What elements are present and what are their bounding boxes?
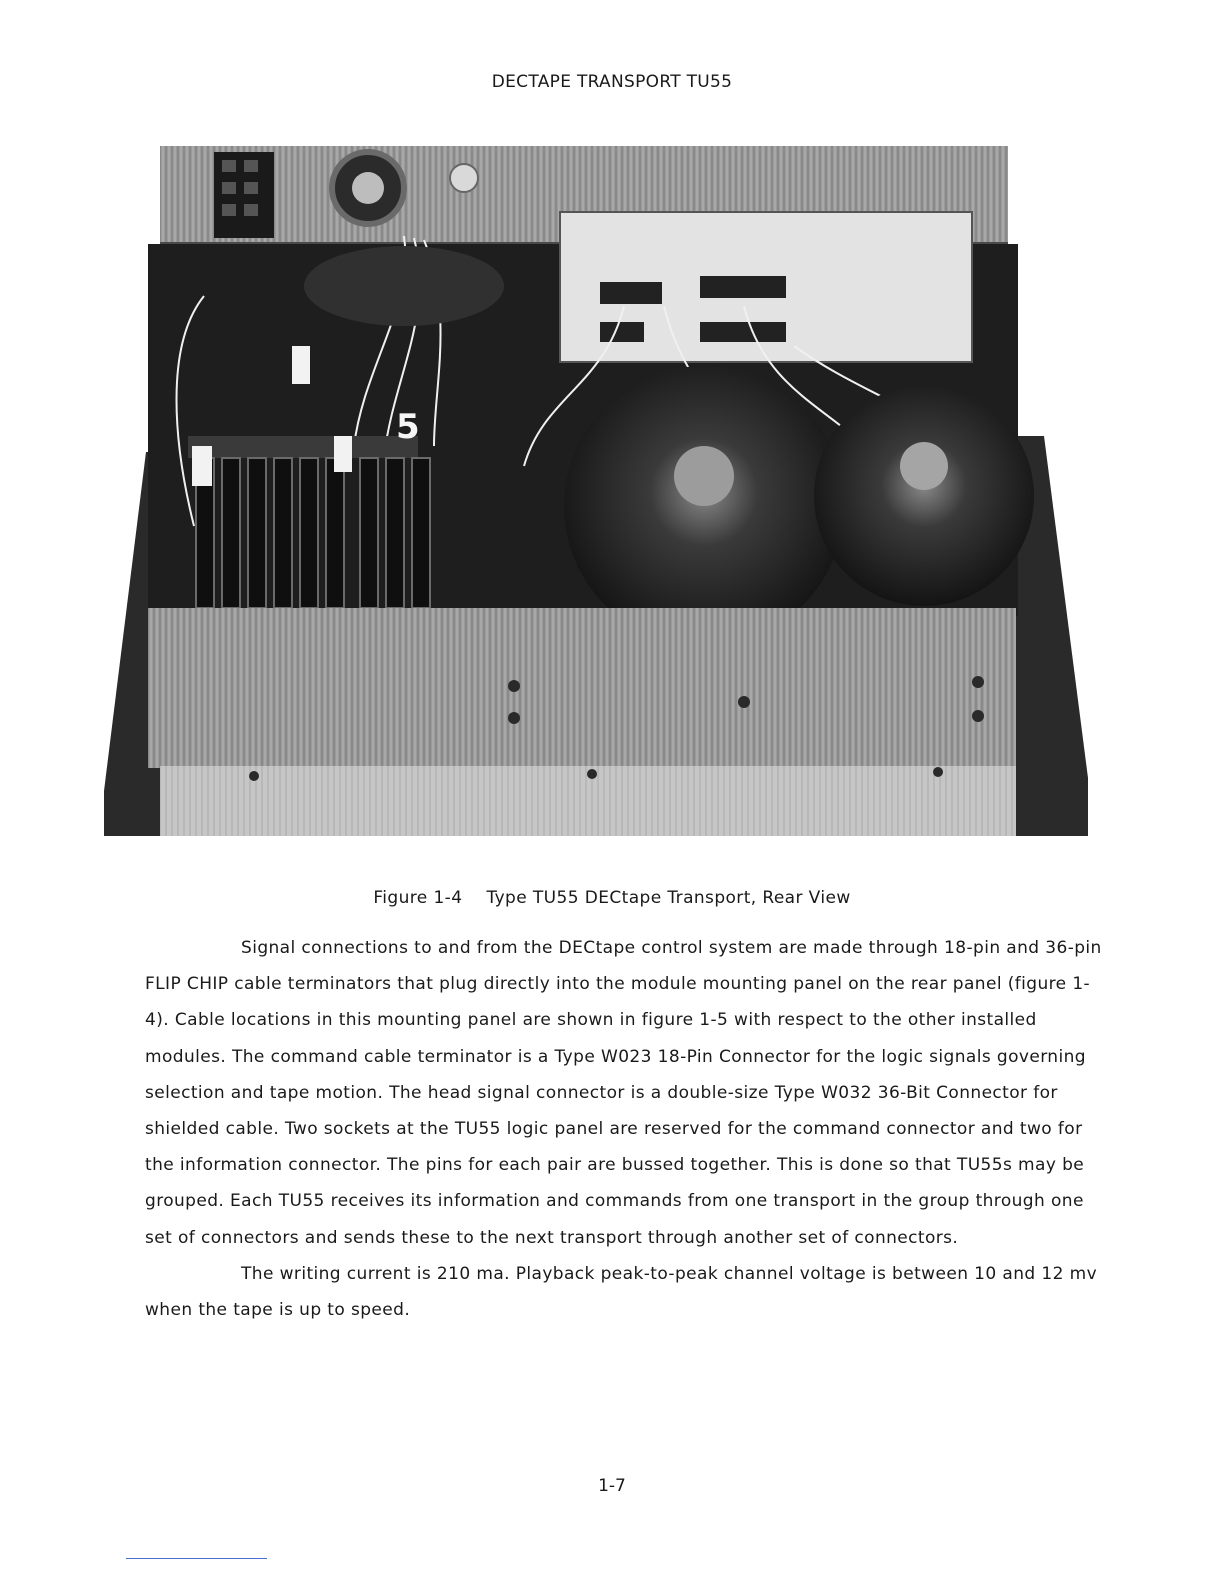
tu55-rear-view-illustration [104,146,1088,836]
body-text [145,930,1105,1328]
figure-label: Figure 1-4 [373,888,463,908]
figure-photo [104,146,1088,836]
page-number: 1-7 [598,1476,626,1496]
paragraph: The writing current is 210 ma. Playback peak-to-peak channel voltage is between 10 and 12 mv when the tape is up to speed. [145,1263,1098,1321]
tape-reel-left [564,366,844,646]
tape-reel-right [814,386,1034,606]
figure-title: Type TU55 DECtape Transport, Rear View [486,888,851,908]
front-panel [148,608,1016,768]
module-number-label: 5 [396,407,420,447]
footer-rule [126,1558,267,1559]
figure-caption [0,888,1224,908]
page-header: DECTAPE TRANSPORT TU55 [491,72,733,92]
paragraph: Signal connections to and from the DECtape control system are made through 18-pin and 36-pin FLIP CHIP cable terminators that plug directly into the module mounting panel on the rear panel (figure 1-4). Cable locations in this mounting panel are shown in figure 1-5 with respect to the other installed modules. The command cable terminator is a Type W023 18-Pin Connector for the logic signals governing selection and tape motion. The head signal connector is a double-size Type W032 36-Bit Connector for shielded cable. Two sockets at the TU55 logic panel are reserved for the command connector and two for the information connector. The pins for each pair are bussed together. This is done so that TU55s may be grouped. Each TU55 receives its information and commands from one transport in the group through one set of connectors and sends these to the next transport through another set of connectors. [145,938,1102,1248]
